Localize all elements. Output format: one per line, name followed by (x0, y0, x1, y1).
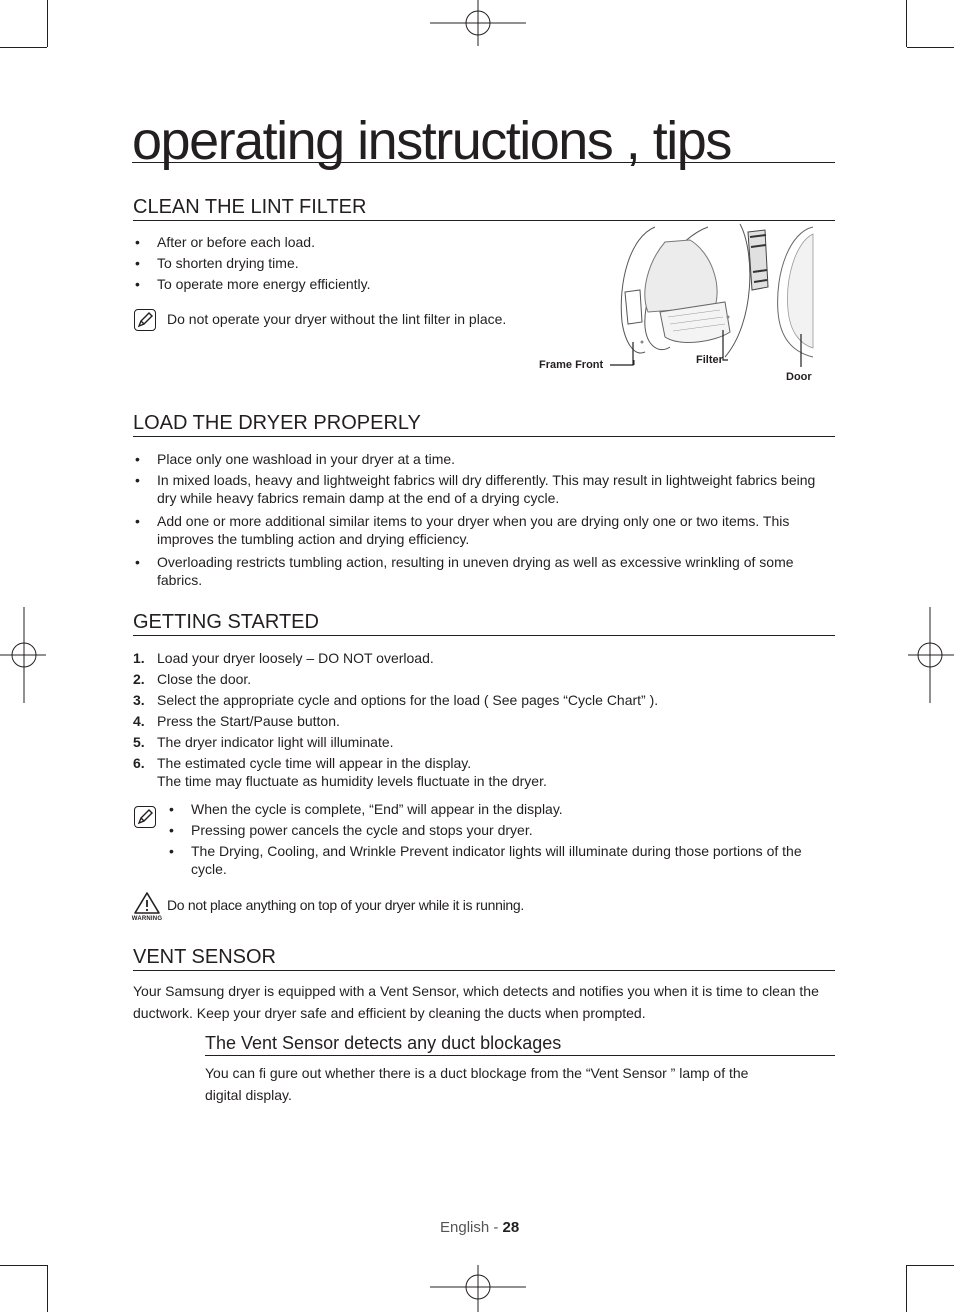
list-item: • The Drying, Cooling, and Wrinkle Prevent indicator lights will illuminate during those portions of the cycle. (167, 842, 835, 878)
list-item (133, 670, 833, 688)
list-item (133, 649, 833, 667)
step-number: 1. (133, 650, 145, 666)
step-text: Close the door. (157, 671, 252, 687)
lint-heading: CLEAN THE LINT FILTER (133, 195, 835, 221)
list-item: • Pressing power cancels the cycle and stops your dryer. (167, 821, 835, 839)
registration-mark-left (0, 607, 48, 703)
list-item: • After or before each load. (133, 233, 533, 251)
load-bullet-list (133, 450, 833, 592)
step-text: The estimated cycle time will appear in the display. (157, 755, 472, 771)
page-title (132, 108, 835, 171)
lint-bullet-list (133, 233, 533, 296)
started-heading: GETTING STARTED (133, 610, 835, 636)
registration-mark-right (906, 607, 954, 703)
vent-sub-heading: The Vent Sensor detects any duct blockages (205, 1032, 835, 1056)
list-item: • Place only one washload in your dryer at a time. (133, 450, 833, 468)
step-text: Load your dryer loosely – DO NOT overload. (157, 650, 434, 666)
warning-label: WARNING (131, 916, 163, 922)
step-text: Select the appropriate cycle and options for the load ( See pages “Cycle Chart” ). (157, 692, 659, 708)
page-title-text: operating instructions , tips (132, 111, 731, 171)
list-item: • Overloading restricts tumbling action, resulting in uneven drying as well as excessive wrinkling of some fabrics. (133, 553, 833, 589)
step-number: 6. (133, 755, 145, 771)
door-label: Door (786, 371, 812, 383)
list-item: • Add one or more additional similar items to your dryer when you are drying only one or two items. This improves the tumbling action and drying efficiency. (133, 512, 833, 548)
step-number: 4. (133, 713, 145, 729)
list-item: • To shorten drying time. (133, 254, 533, 272)
vent-sub-paragraph (205, 1062, 835, 1106)
list-item: • When the cycle is complete, “End” will appear in the display. (167, 800, 835, 818)
step-number: 5. (133, 734, 145, 750)
dryer-figure (530, 222, 830, 392)
list-item (133, 691, 833, 709)
filter-label: Filter (696, 354, 723, 366)
list-item: • In mixed loads, heavy and lightweight fabrics will dry differently. This may result in lightweight fabrics being dry while heavy fabrics remain damp at the end of a drying cycle. (133, 471, 833, 507)
list-item (133, 712, 833, 730)
step-number: 3. (133, 692, 145, 708)
lint-note-text: Do not operate your dryer without the lint filter in place. (167, 311, 507, 327)
vent-sub-paragraph-line: You can fi gure out whether there is a duct blockage from the “Vent Sensor ” lamp of the (205, 1065, 749, 1081)
frame-front-label: Frame Front (539, 359, 604, 371)
list-item: • To operate more energy efficiently. (133, 275, 533, 293)
note-pencil-icon (134, 806, 156, 828)
vent-sub-paragraph-line: digital display. (205, 1087, 292, 1103)
registration-mark-top (430, 0, 526, 48)
step-text: Press the Start/Pause button. (157, 713, 340, 729)
list-item (133, 733, 833, 751)
step-text: The dryer indicator light will illuminate. (157, 734, 394, 750)
page-footer (440, 1219, 519, 1236)
list-item (133, 754, 833, 790)
load-heading: LOAD THE DRYER PROPERLY (133, 411, 835, 437)
vent-heading: VENT SENSOR (133, 945, 835, 971)
note-pencil-icon (134, 309, 156, 331)
registration-mark-bottom (430, 1265, 526, 1312)
footer-language: English - (440, 1219, 503, 1236)
warning-text: Do not place anything on top of your dryer while it is running. (167, 897, 524, 913)
warning-triangle-icon (130, 890, 164, 924)
step-number: 2. (133, 671, 145, 687)
vent-paragraph: Your Samsung dryer is equipped with a Vent Sensor, which detects and notifies you when it is time to clean the ductwork. Keep your dryer safe and efficient by cleaning the ducts when prompted. (133, 983, 819, 1021)
started-step-list (133, 649, 833, 793)
page-number: 28 (502, 1219, 520, 1236)
started-note-list (167, 800, 835, 881)
step-text-continued: The time may fluctuate as humidity levels fluctuate in the dryer. (157, 773, 547, 789)
